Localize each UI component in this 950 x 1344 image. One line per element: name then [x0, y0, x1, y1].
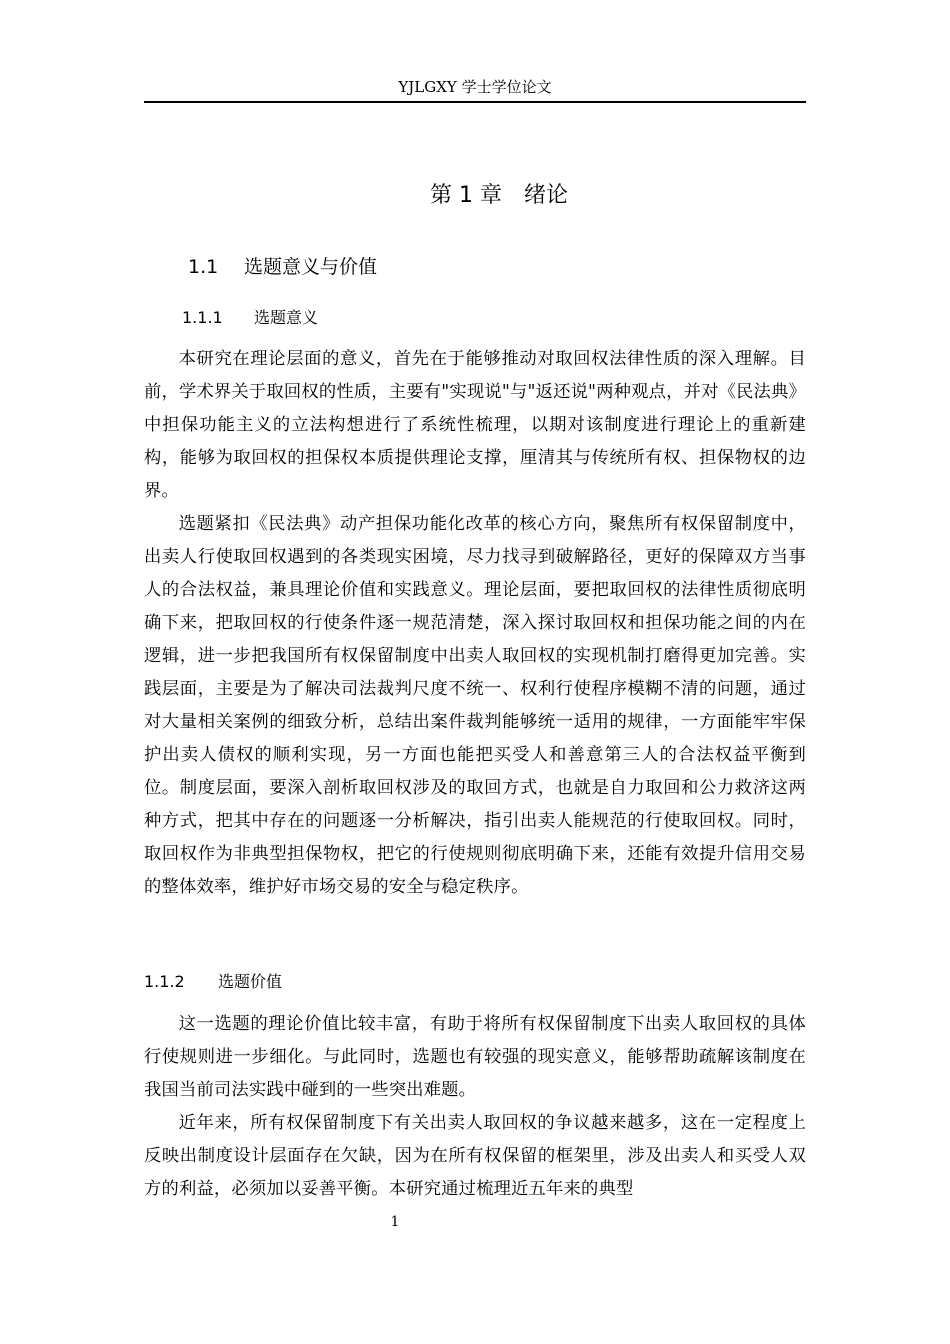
page-number: 1: [390, 1214, 400, 1230]
paragraph: 近年来，所有权保留制度下有关出卖人取回权的争议越来越多，这在一定程度上反映出制度设计层面存在欠缺，因为在所有权保留的框架里，涉及出卖人和买受人双方的利益，必须加以妥善平衡。本研究通过梳理近五年来的典型: [144, 1113, 806, 1199]
chapter-name: 绪论: [523, 183, 568, 208]
paragraph: 这一选题的理论价值比较丰富，有助于将所有权保留制度下出卖人取回权的具体行使规则进一步细化。与此同时，选题也有较强的现实意义，能够帮助疏解该制度在我国当前司法实践中碰到的一些突出难题。: [144, 1014, 806, 1100]
section-heading-1-1: [188, 253, 377, 281]
subsection-number: 1.1.2: [144, 972, 185, 991]
header-rule: [144, 101, 806, 103]
paragraph: 本研究在理论层面的意义，首先在于能够推动对取回权法律性质的深入理解。目前，学术界关于取回权的性质，主要有"实现说"与"返还说"两种观点，并对《民法典》中担保功能主义的立法构想进行了系统性梳理，以期对该制度进行理论上的重新建构，能够为取回权的担保权本质提供理论支撑，厘清其与传统所有权、担保物权的边界。: [144, 349, 806, 501]
subsection-1-1-2-body: [144, 1008, 806, 1206]
subsection-title: 选题价值: [218, 972, 283, 991]
section-number: 1.1: [188, 256, 219, 278]
subsection-heading-1-1-2: [144, 970, 282, 994]
subsection-title: 选题意义: [254, 308, 319, 327]
chapter-title: [144, 181, 854, 211]
chapter-number: 第 1 章: [430, 183, 502, 208]
subsection-1-1-1-body: [144, 343, 806, 904]
paragraph: 选题紧扣《民法典》动产担保功能化改革的核心方向，聚焦所有权保留制度中，出卖人行使取回权遇到的各类现实困境，尽力找寻到破解路径，更好的保障双方当事人的合法权益，兼具理论价值和实践意义。理论层面，要把取回权的法律性质彻底明确下来，把取回权的行使条件逐一规范清楚，深入探讨取回权和担保功能之间的内在逻辑，进一步把我国所有权保留制度中出卖人取回权的实现机制打磨得更加完善。实践层面，主要是为了解决司法裁判尺度不统一、权利行使程序模糊不清的问题，通过对大量相关案例的细致分析，总结出案件裁判能够统一适用的规律，一方面能牢牢保护出卖人债权的顺利实现，另一方面也能把买受人和善意第三人的合法权益平衡到位。制度层面，要深入剖析取回权涉及的取回方式，也就是自力取回和公力救济这两种方式，把其中存在的问题逐一分析解决，指引出卖人能规范的行使取回权。同时，取回权作为非典型担保物权，把它的行使规则彻底明确下来，还能有效提升信用交易的整体效率，维护好市场交易的安全与稳定秩序。: [144, 514, 806, 897]
subsection-number: 1.1.1: [182, 308, 223, 327]
subsection-heading-1-1-1: [182, 306, 318, 330]
running-header: YJLGXY 学士学位论文: [398, 78, 552, 96]
section-title: 选题意义与价值: [244, 256, 378, 278]
